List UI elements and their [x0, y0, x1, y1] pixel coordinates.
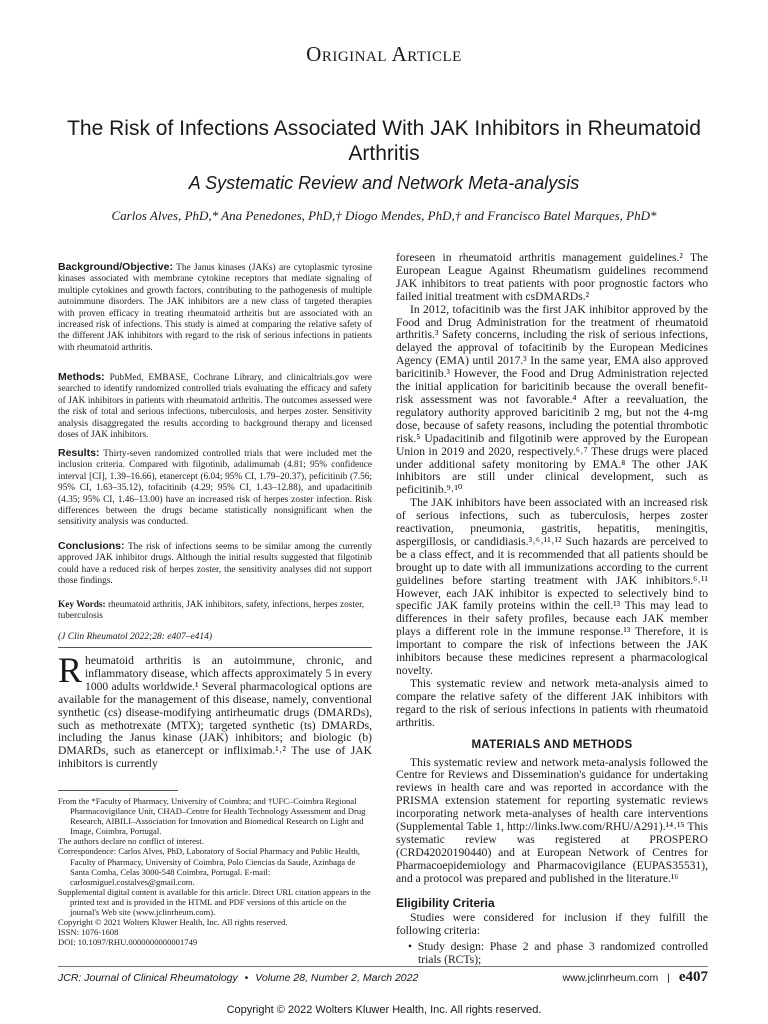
intro-paragraph — [58, 650, 372, 771]
abstract-text: Thirty-seven randomized controlled trials that were included met the inclusion criteria. Compared with filgotinib, adalimumab (4.81; 95% confidence interval [CI], 1.39–16.66), etanercept (6.04; 95% CI, 1.79–20.37), peficitinib (7.56; 95% CI, 1.63–35.12), tofacitinib (4.29; 95% CI, 1.43–12.88), and upadacitinib (4.35; 95% CI, 1.46–13.00) have an increased risk of herpes zoster infection. Risk differences between the drugs became statistically nonsignificant when the sensitivity analysis was conducted. — [58, 449, 373, 528]
paragraph: Studies were considered for inclusion if they fulfill the following criteria: — [396, 910, 708, 937]
journal-website: www.jclinrheum.com — [562, 972, 659, 984]
key-words — [58, 600, 372, 623]
intro-text: heumatoid arthritis is an autoimmune, chronic, and inflammatory disease, which affects approximately 5 in every 1000 adults worldwide.¹ Several pharmacological options are available for the management of this disease, namely, conventional synthetic (cs) disease-modifying antirheumatic drugs (DMARDs), such as methotrexate (MTX); targeted synthetic (ts) DMARDs, including the Janus kinase (JAK) inhibitors; and biologic (b) DMARDs, such as etanercept or infliximab.¹˒² The use of JAK inhibitors is currently — [58, 654, 372, 771]
issn: ISSN: 1076-1608 — [58, 927, 119, 938]
separator: | — [667, 972, 670, 984]
abstract-text: The Janus kinases (JAKs) are cytoplasmic tyrosine kinases associated with membrane cytokine receptors that mediate signaling of multiple cytokines and growth factors, contributing to the pathogenesis of multiple autoimmune disorders. The JAK inhibitors are a new class of targeted therapies with proven efficacy in treating rheumatoid arthritis but are associated with an increased risk of infections. This study is aimed at comparing the relative safety of the different JAK inhibitors with regard to the risk of serious infections in patients with rheumatoid arthritis. — [58, 263, 372, 353]
page-copyright: Copyright © 2022 Wolters Kluwer Health, Inc. All rights reserved. — [226, 1004, 542, 1016]
journal-name: JCR: Journal of Clinical Rheumatology — [58, 972, 238, 984]
abstract-conclusions — [58, 541, 372, 588]
supplemental-note: Supplemental digital content is available for this article. Direct URL citation appears in the printed text and is provided in the HTML and PDF versions of this article on the journal's Web site (www.jclinrheum.com). — [58, 886, 371, 918]
journal-footer — [58, 972, 418, 984]
right-column — [396, 252, 708, 967]
issue-info: Volume 28, Number 2, March 2022 — [255, 972, 419, 984]
correspondence: Correspondence: Carlos Alves, PhD, Laboratory of Social Pharmacy and Public Health, Faculty of Pharmacy, University of Coimbra, Polo Ciencias da Saude, Azinhaga de Santa Comba, Celas 3000-548 Coimbra, Portugal. E-mail: carlosmiguel.costalves@gmail.com. — [58, 846, 360, 887]
article-type: Original Article — [306, 42, 462, 66]
paragraph: In 2012, tofacitinib was the first JAK inhibitor approved by the Food and Drug Administration for the treatment of rheumatoid arthritis.³ Safety concerns, including the risk of serious infections, delayed the approval of tofacitinib by the European Medicines Agency (EMA) until 2017.³ In the same year, EMA also approved baricitinib.³ However, the Food and Drug Administration rejected the initial application for baricitinib because the overall benefit-risk assessment was not favorable.⁴ After a reevaluation, the regulatory authority approved baricitinib 2 mg, but not the 4-mg dose, because of safety reasons, including the potential thrombotic risk.⁵ Upadacitinib and filgotinib were approved by the European Union in 2019 and 2020, respectively.⁶˒⁷ These drugs were placed under additional safety monitoring by EMA.⁸ The other JAK inhibitors are still under clinical development, such as peficitinib.⁹˒¹⁰ — [396, 302, 708, 497]
conflict-statement: The authors declare no conflict of interest. — [58, 836, 204, 847]
paragraph: This systematic review and network meta-analysis followed the Centre for Reviews and Dissemination's guidance for undertaking reviews in health care and was reported in accordance with the PRISMA extension statement for reporting systematic reviews incorporating network meta-analyses of health care interventions (Supplemental Table 1, http://links.lww.com/RHU/A291).¹⁴˒¹⁵ This systematic review was registered at PROSPERO (CRD42020190440) and at European Network of Centres for Pharmacoepidemiology and Pharmacovigilance (EUPAS35531), and a protocol was prepared and published in the literature.¹⁶ — [396, 755, 708, 885]
page-footer-right — [563, 969, 708, 986]
key-words-text: rheumatoid arthritis, JAK inhibitors, safety, infections, herpes zoster, tuberculosis — [58, 600, 365, 622]
abstract-methods — [58, 372, 372, 441]
abstract-label: Results: — [58, 447, 100, 459]
list-item: • Study design: Phase 2 and phase 3 randomized controlled trials (RCTs); — [408, 940, 708, 967]
footer-divider — [58, 966, 708, 967]
paragraph: foreseen in rheumatoid arthritis management guidelines.² The European League Against Rheumatism guidelines recommend JAK inhibitors to treat patients with poor prognostic factors who failed initial treatment with csDMARDs.² — [396, 251, 708, 303]
divider — [58, 647, 372, 648]
paragraph: The JAK inhibitors have been associated with an increased risk of serious infections, such as tuberculosis, herpes zoster reactivation, pneumonia, gastritis, hepatitis, meningitis, aspergillosis, or candidiasis.³˒⁶˒¹¹˒¹² Such hazards are perceived to be a class effect, and it is recommended that all patients should be brought up to date with all immunizations according to the current guidelines before starting treatment with JAK inhibitors.⁶˒¹¹ However, each JAK inhibitor is expected to selectively bind to specific JAK family proteins within the cell.¹³ This may lead to differences in their safety profiles, because each JAK member plays a different role in the immune response.¹³ Therefore, it is important to compare the risk of infections between the JAK inhibitors because these medicines represent a pharmacological novelty. — [396, 496, 708, 677]
author-list: Carlos Alves, PhD,* Ana Penedones, PhD,† Diogo Mendes, PhD,† and Francisco Batel Marques, PhD* — [111, 208, 657, 223]
footnotes — [58, 796, 372, 947]
journal-citation: (J Clin Rheumatol 2022;28: e407–e414) — [58, 632, 213, 642]
copyright-note: Copyright © 2021 Wolters Kluwer Health, Inc. All rights reserved. — [58, 917, 288, 928]
abstract-text: PubMed, EMBASE, Cochrane Library, and clinicaltrials.gov were searched to identify randomized controlled trials evaluating the efficacy and safety of JAK inhibitors in patients with rheumatoid arthritis. The outcomes assessed were the risk of total and serious infections, tuberculosis, and herpes zoster. Sensitivity analysis disaggregated the results according to background therapy and licensed doses of JAK inhibitors. — [58, 373, 372, 441]
bullet-separator: • — [244, 972, 249, 984]
subsection-heading: Eligibility Criteria — [396, 895, 495, 910]
footnote-divider — [58, 790, 178, 791]
abstract-label: Background/Objective: — [58, 261, 173, 273]
paragraph: This systematic review and network meta-analysis aimed to compare the relative safety of the different JAK inhibitors with regard to the risk of serious infections in patients with rheumatoid arthritis. — [396, 676, 708, 729]
section-heading: MATERIALS AND METHODS — [471, 738, 633, 751]
article-title: The Risk of Infections Associated With JAK Inhibitors in Rheumatoid Arthritis — [67, 117, 701, 165]
affiliations: From the *Faculty of Pharmacy, University of Coimbra; and †UFC–Coimbra Regional Pharmacovigilance Unit, CHAD–Centre for Health Technology Assessment and Drug Research, AIBILI–Association for Innovation and Biomedical Research on Light and Image, Coimbra, Portugal. — [58, 796, 366, 837]
abstract-label: Methods: — [58, 371, 105, 383]
article-subtitle: A Systematic Review and Network Meta-analysis — [188, 173, 580, 193]
abstract-text: The risk of infections seems to be similar among the currently approved JAK inhibitor drugs. Although the initial results suggested that filgotinib could have a reduced risk of herpes zoster, the sensitivity analyses did not support those findings. — [58, 542, 373, 587]
abstract-label: Conclusions: — [58, 540, 125, 552]
doi: DOI: 10.1097/RHU.0000000000001749 — [58, 937, 198, 948]
abstract-background — [58, 262, 372, 354]
page-number: e407 — [678, 969, 708, 985]
abstract-results — [58, 448, 372, 529]
key-words-label: Key Words: — [58, 600, 106, 610]
drop-cap: R — [58, 650, 83, 690]
